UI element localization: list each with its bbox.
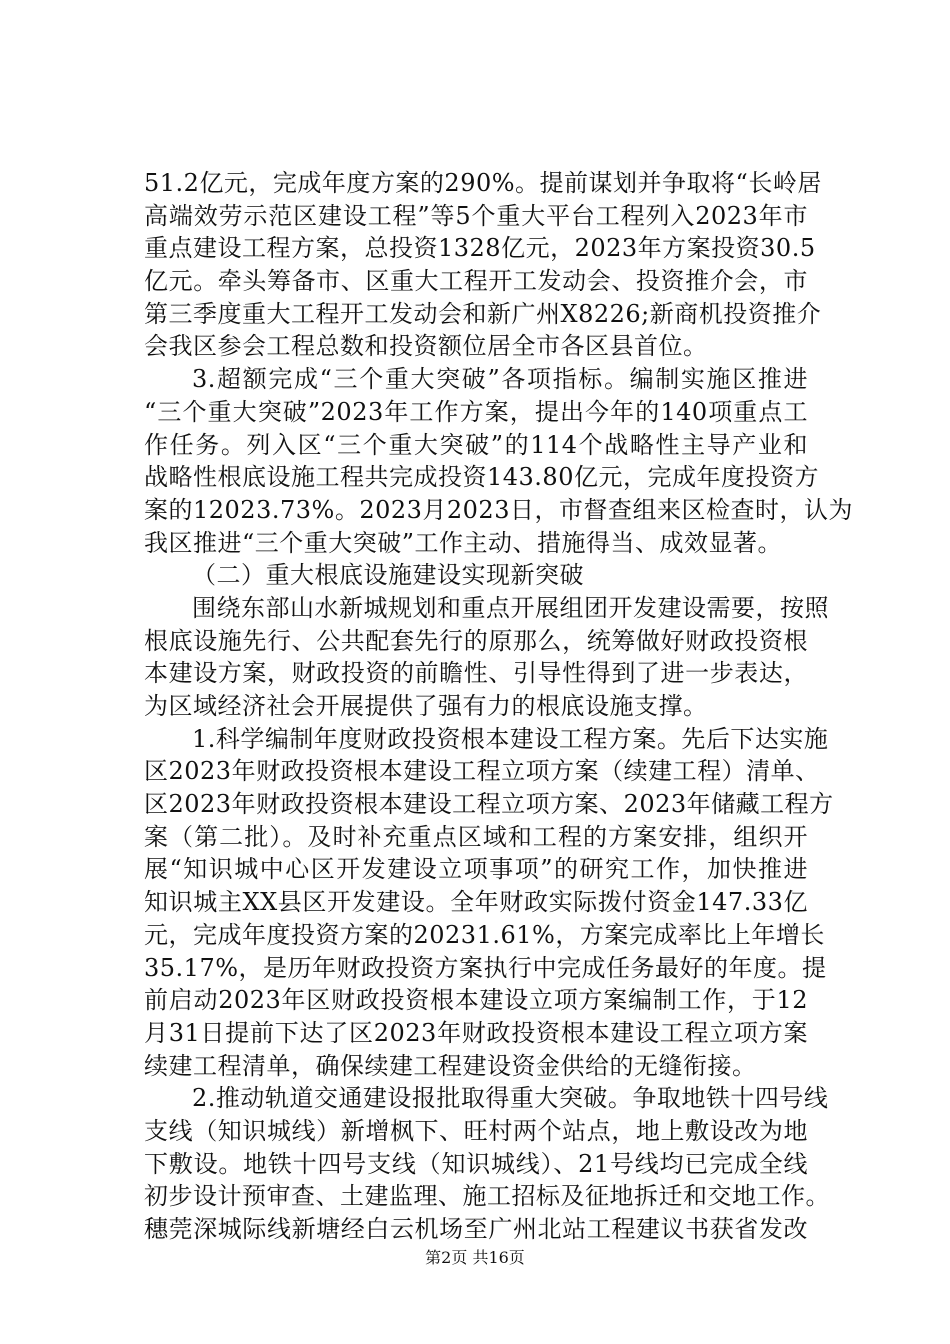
- text-line: 续建工程清单，确保续建工程建设资金供给的无缝衔接。: [144, 1051, 757, 1080]
- paragraph: [144, 167, 822, 363]
- text-line: 3.超额完成“三个重大突破”各项指标。编制实施区推进: [192, 365, 808, 394]
- text-line: 51.2亿元，完成年度方案的290%。提前谋划并争取将“长岭居: [144, 169, 822, 197]
- document-body: [144, 167, 853, 1246]
- text-line: 围绕东部山水新城规划和重点开展组团开发建设需要，按照: [192, 593, 829, 622]
- text-line: 本建设方案，财政投资的前瞻性、引导性得到了进一步表达，: [144, 659, 808, 688]
- text-line: 高端效劳示范区建设工程”等5个重大平台工程列入2023年市: [144, 201, 808, 230]
- text-line: “三个重大突破”2023年工作方案，提出今年的140项重点工: [144, 397, 808, 426]
- text-line: 穗莞深城际线新塘经白云机场至广州北站工程建议书获省发改: [144, 1215, 808, 1243]
- text-line: 初步设计预审查、土建监理、施工招标及征地拆迁和交地工作。: [144, 1182, 830, 1211]
- text-line: 战略性根底设施工程共完成投资143.80亿元，完成年度投资方: [144, 463, 819, 492]
- paragraph: [144, 723, 834, 1083]
- text-line: 重点建设工程方案，总投资1328亿元，2023年方案投资30.5: [144, 234, 816, 263]
- text-line: 前启动2023年区财政投资根本建设立项方案编制工作，于12: [144, 986, 808, 1015]
- text-line: 1.科学编制年度财政投资根本建设工程方案。先后下达实施: [192, 724, 829, 753]
- text-line: 2.推动轨道交通建设报批取得重大突破。争取地铁十四号线: [192, 1084, 829, 1113]
- page-footer: 第2页 共16页: [425, 1248, 525, 1267]
- text-line: 区2023年财政投资根本建设工程立项方案、2023年储藏工程方: [144, 790, 834, 819]
- text-line: 根底设施先行、公共配套先行的原那么，统筹做好财政投资根: [144, 626, 808, 655]
- text-line: 我区推进“三个重大突破”工作主动、措施得当、成效显著。: [144, 528, 783, 557]
- text-line: 第三季度重大工程开工发动会和新广州X8226;新商机投资推介: [144, 299, 822, 328]
- text-line: 案（第二批）。及时补充重点区域和工程的方案安排，组织开: [144, 822, 808, 851]
- text-line: 35.17%，是历年财政投资方案执行中完成任务最好的年度。提: [144, 953, 827, 982]
- text-line: 展“知识城中心区开发建设立项事项”的研究工作，加快推进: [144, 855, 808, 884]
- text-line: （二）重大根底设施建设实现新突破: [192, 561, 584, 590]
- paragraph: [144, 1082, 830, 1245]
- text-line: 亿元。牵头筹备市、区重大工程开工发动会、投资推介会，市: [144, 267, 808, 296]
- paragraph: [144, 363, 853, 559]
- text-line: 案的12023.73%。2023月2023日，市督查组来区检查时，认为: [144, 495, 853, 524]
- text-line: 支线（知识城线）新增枫下、旺村两个站点，地上敷设改为地: [144, 1116, 808, 1145]
- text-line: 作任务。列入区“三个重大突破”的114个战略性主导产业和: [144, 430, 808, 459]
- paragraph: [144, 592, 829, 723]
- text-line: 知识城主XX县区开发建设。全年财政实际拨付资金147.33亿: [144, 888, 808, 917]
- text-line: 会我区参会工程总数和投资额位居全市各区县首位。: [144, 332, 708, 361]
- text-line: 下敷设。地铁十四号支线（知识城线）、21号线均已完成全线: [144, 1149, 808, 1178]
- text-line: 元，完成年度投资方案的20231.61%，方案完成率比上年增长: [144, 920, 825, 949]
- paragraph: [144, 559, 808, 592]
- text-line: 区2023年财政投资根本建设工程立项方案（续建工程）清单、: [144, 757, 820, 786]
- text-line: 月31日提前下达了区2023年财政投资根本建设工程立项方案: [144, 1018, 808, 1047]
- text-line: 为区域经济社会开展提供了强有力的根底设施支撑。: [144, 692, 708, 720]
